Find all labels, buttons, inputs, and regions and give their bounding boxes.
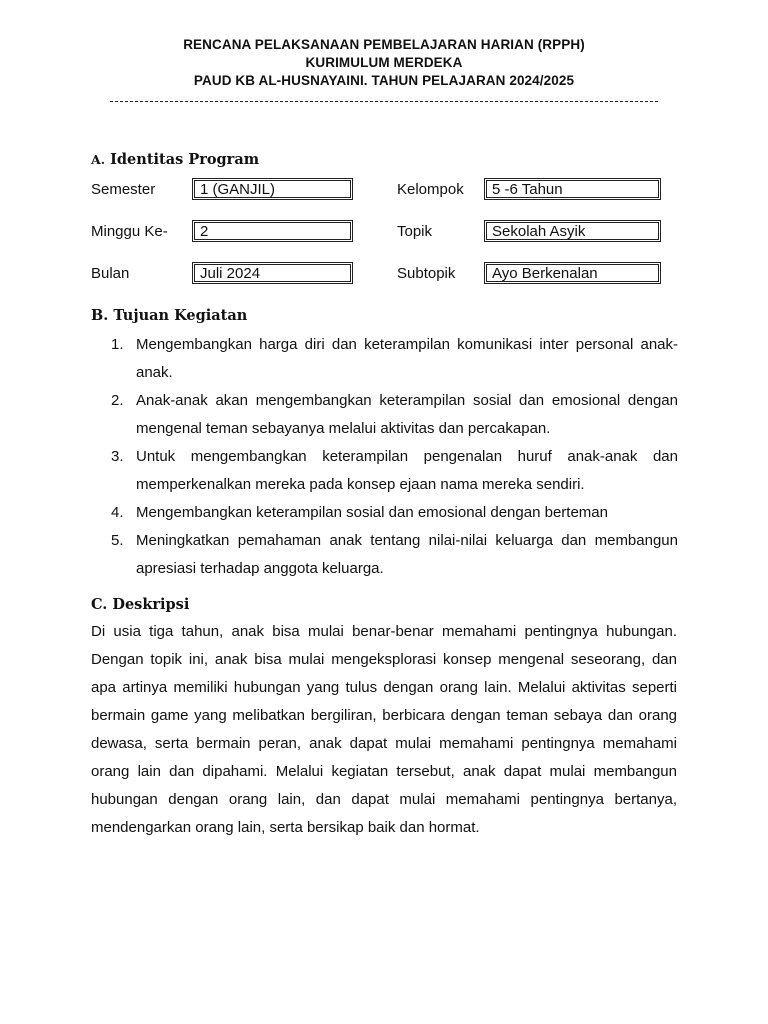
topik-field: Sekolah Asyik [484,220,661,242]
list-item-number: 2. [111,392,124,409]
list-item-text: Mengembangkan harga diri dan keterampilan komunikasi inter personal anak-anak. [136,336,678,381]
minggu-field: 2 [192,220,353,242]
deskripsi-paragraph: Di usia tiga tahun, anak bisa mulai benar-benar memahami pentingnya hubungan. Dengan topik ini, anak bisa mulai mengeksplorasi konsep mengenal seseorang, dan apa artinya memiliki hubungan yang tulus dengan orang lain. Melalui aktivitas seperti bermain game yang melibatkan bergiliran, berbicara dengan teman sebaya dan orang dewasa, serta bermain peran, anak dapat mulai memahami pentingnya memahami orang lain dan dipahami. Melalui kegiatan tersebut, anak dapat mulai membangun hubungan dengan orang lain, dan dapat mulai memahami pentingnya bertanya, mendengarkan orang lain, serta bersikap baik dan hormat. [91,623,677,836]
list-item-text: Meningkatkan pemahaman anak tentang nilai-nilai keluarga dan membangun apresiasi terhadap anggota keluarga. [136,532,678,577]
doc-school-year: PAUD KB AL-HUSNAYAINI. TAHUN PELAJARAN 2024/2025 [193,73,575,88]
list-item [108,387,678,443]
list-item-number: 4. [111,504,124,521]
list-item-text: Anak-anak akan mengembangkan keterampilan sosial dan emosional dengan mengenal teman sebayanya melalui aktivitas dan percakapan. [136,392,678,437]
list-item [108,527,678,583]
section-c-title: C. Deskripsi [91,596,190,613]
list-item-number: 1. [111,336,124,353]
kelompok-label: Kelompok [397,181,464,198]
bulan-label: Bulan [91,265,130,282]
minggu-label: Minggu Ke- [91,223,168,240]
section-a-title-text: Identitas Program [110,151,260,168]
list-item [108,443,678,499]
subtopik-label: Subtopik [397,265,456,282]
tujuan-list [108,331,678,583]
topik-label: Topik [397,223,433,240]
subtopik-field: Ayo Berkenalan [484,262,661,284]
header-divider [110,101,658,102]
list-item-text: Untuk mengembangkan keterampilan pengenalan huruf anak-anak dan memperkenalkan mereka pada konsep ejaan nama mereka sendiri. [136,448,678,493]
doc-curriculum: KURIMULUM MERDEKA [305,55,463,70]
list-item-number: 5. [111,532,124,549]
kelompok-field: 5 -6 Tahun [484,178,661,200]
bulan-field: Juli 2024 [192,262,353,284]
semester-label: Semester [91,181,156,198]
list-item-number: 3. [111,448,124,465]
list-item [108,499,678,527]
semester-field: 1 (GANJIL) [192,178,353,200]
doc-title: RENCANA PELAKSANAAN PEMBELAJARAN HARIAN (RPPH) [183,37,585,52]
list-item [108,331,678,387]
list-item-text: Mengembangkan keterampilan sosial dan emosional dengan berteman [136,504,608,521]
section-a-letter: A. [91,152,106,167]
section-a-title [91,151,259,169]
section-b-title: B. Tujuan Kegiatan [91,307,248,324]
